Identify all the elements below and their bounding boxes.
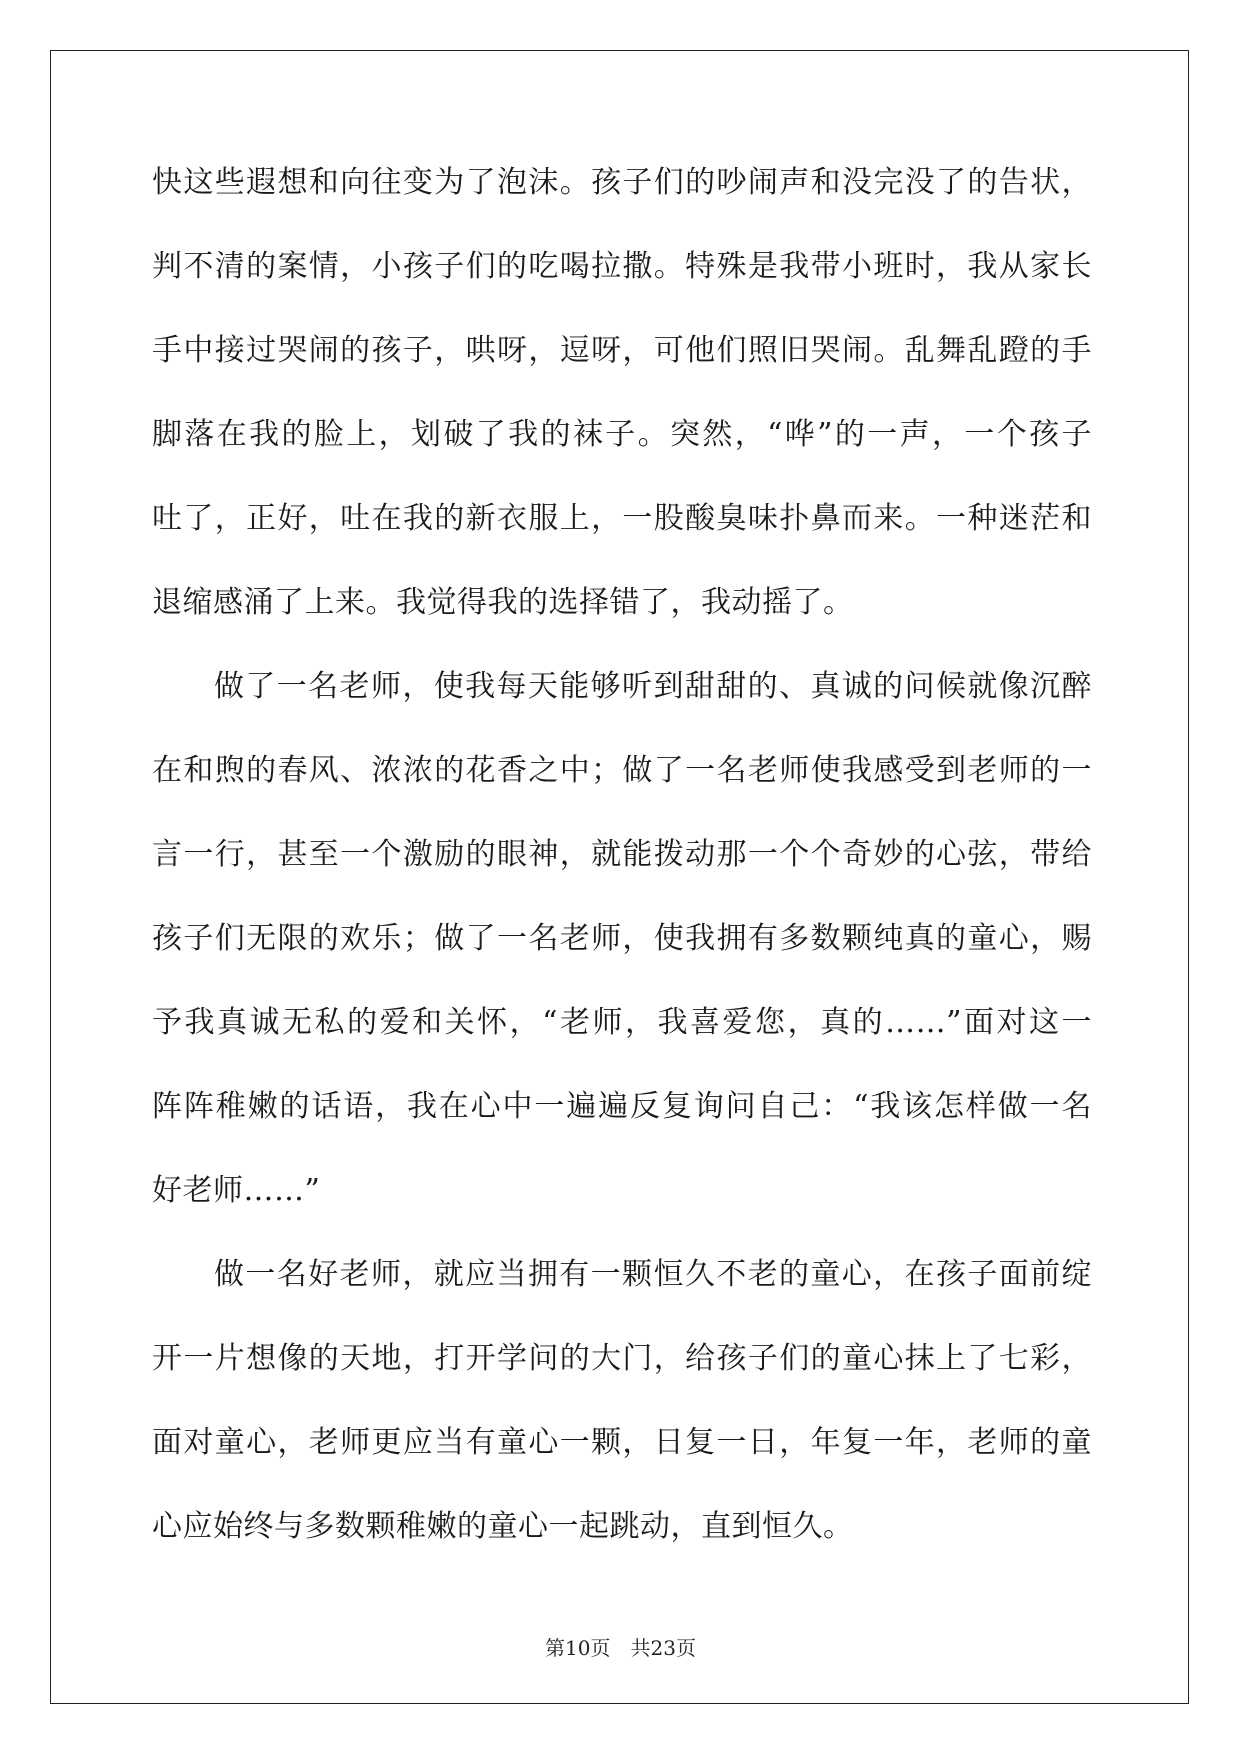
- text-line: 言一行，甚至一个激励的眼神，就能拨动那一个个奇妙的心弦，带给: [152, 837, 1092, 872]
- text-line: 心应始终与多数颗稚嫩的童心一起跳动，直到恒久。: [152, 1509, 854, 1544]
- text-line: 开一片想像的天地，打开学问的大门，给孩子们的童心抹上了七彩，: [152, 1341, 1092, 1376]
- text-line: 孩子们无限的欢乐；做了一名老师，使我拥有多数颗纯真的童心，赐: [152, 921, 1092, 956]
- document-body: [152, 159, 1092, 1587]
- text-line: 退缩感涌了上来。我觉得我的选择错了，我动摇了。: [152, 585, 854, 620]
- text-line: 判不清的案情，小孩子们的吃喝拉撒。特殊是我带小班时，我从家长: [152, 249, 1092, 284]
- text-line: 吐了，正好，吐在我的新衣服上，一股酸臭味扑鼻而来。一种迷茫和: [152, 501, 1092, 536]
- text-line: 在和煦的春风、浓浓的花香之中；做了一名老师使我感受到老师的一: [152, 753, 1092, 788]
- page-number-footer: 第10页 共23页: [545, 1636, 696, 1660]
- text-line: 好老师……”: [152, 1173, 321, 1208]
- text-line: 脚落在我的脸上，划破了我的袜子。突然，“哗”的一声，一个孩子: [152, 417, 1092, 452]
- text-line: 快这些遐想和向往变为了泡沫。孩子们的吵闹声和没完没了的告状，: [152, 165, 1092, 200]
- text-line: 予我真诚无私的爱和关怀，“老师，我喜爱您，真的……”面对这一: [152, 1005, 1092, 1040]
- text-line: 面对童心，老师更应当有童心一颗，日复一日，年复一年，老师的童: [152, 1425, 1092, 1460]
- text-line: 手中接过哭闹的孩子，哄呀，逗呀，可他们照旧哭闹。乱舞乱蹬的手: [152, 333, 1092, 368]
- text-line: 做一名好老师，就应当拥有一颗恒久不老的童心，在孩子面前绽: [214, 1257, 1092, 1292]
- text-line: 做了一名老师，使我每天能够听到甜甜的、真诚的问候就像沉醉: [214, 669, 1092, 704]
- text-line: 阵阵稚嫩的话语，我在心中一遍遍反复询问自己：“我该怎样做一名: [152, 1089, 1092, 1124]
